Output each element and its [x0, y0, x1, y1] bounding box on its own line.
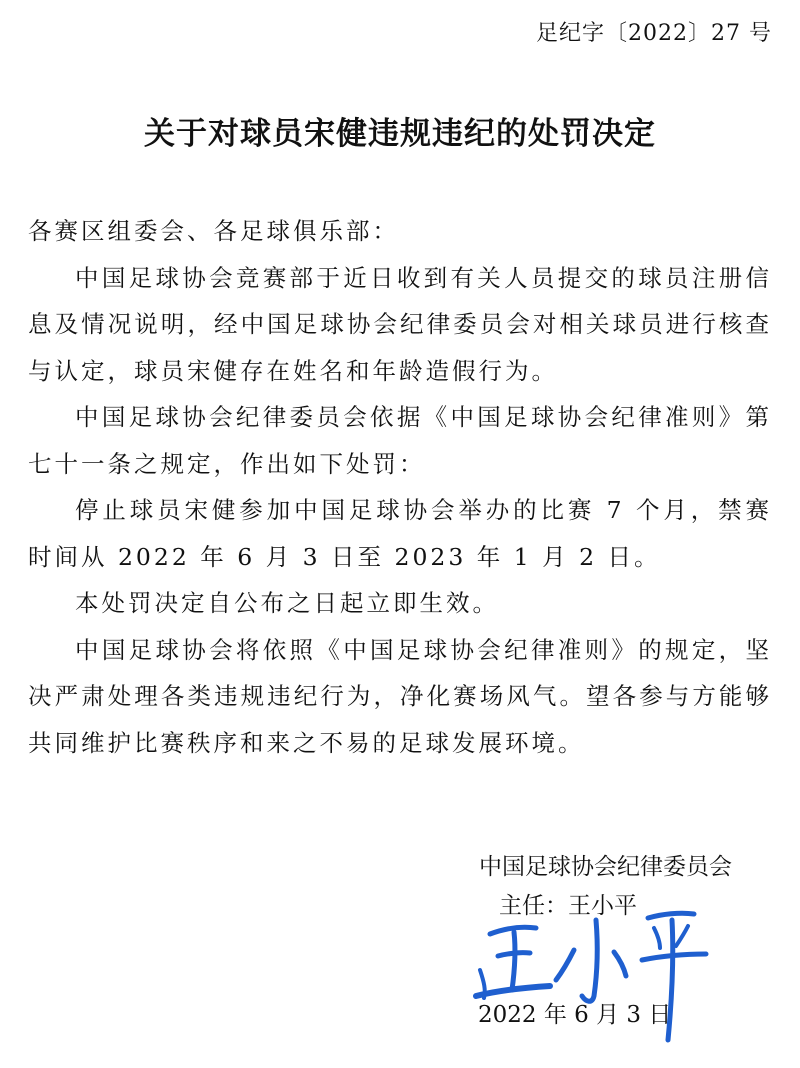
- paragraph-closing: 中国足球协会将依照《中国足球协会纪律准则》的规定，坚决严肃处理各类违规违纪行为，净化赛场风气。望各参与方能够共同维护比赛秩序和来之不易的足球发展环境。: [28, 635, 772, 757]
- signing-organization: 中国足球协会纪律委员会: [479, 854, 732, 880]
- paragraph-findings: 中国足球协会竞赛部于近日收到有关人员提交的球员注册信息及情况说明，经中国足球协会纪律委员会对相关球员进行核查与认定，球员宋健存在姓名和年龄造假行为。: [28, 263, 772, 385]
- paragraph-legal-basis: 中国足球协会纪律委员会依据《中国足球协会纪律准则》第七十一条之规定，作出如下处罚：: [28, 403, 772, 478]
- salutation: 各赛区组委会、各足球俱乐部：: [28, 217, 399, 245]
- paragraph-penalty: 停止球员宋健参加中国足球协会举办的比赛 7 个月，禁赛时间从 2022 年 6 月 3 日至 2023 年 1 月 2 日。: [28, 496, 772, 571]
- document-number: 足纪字〔2022〕27 号: [536, 21, 772, 46]
- director-line: 主任：王小平: [499, 893, 637, 919]
- document-title: 关于对球员宋健违规违纪的处罚决定: [144, 116, 656, 152]
- document-body: [28, 208, 772, 766]
- signing-date: 2022 年 6 月 3 日: [478, 1002, 672, 1028]
- paragraph-effective: 本处罚决定自公布之日起立即生效。: [75, 589, 499, 617]
